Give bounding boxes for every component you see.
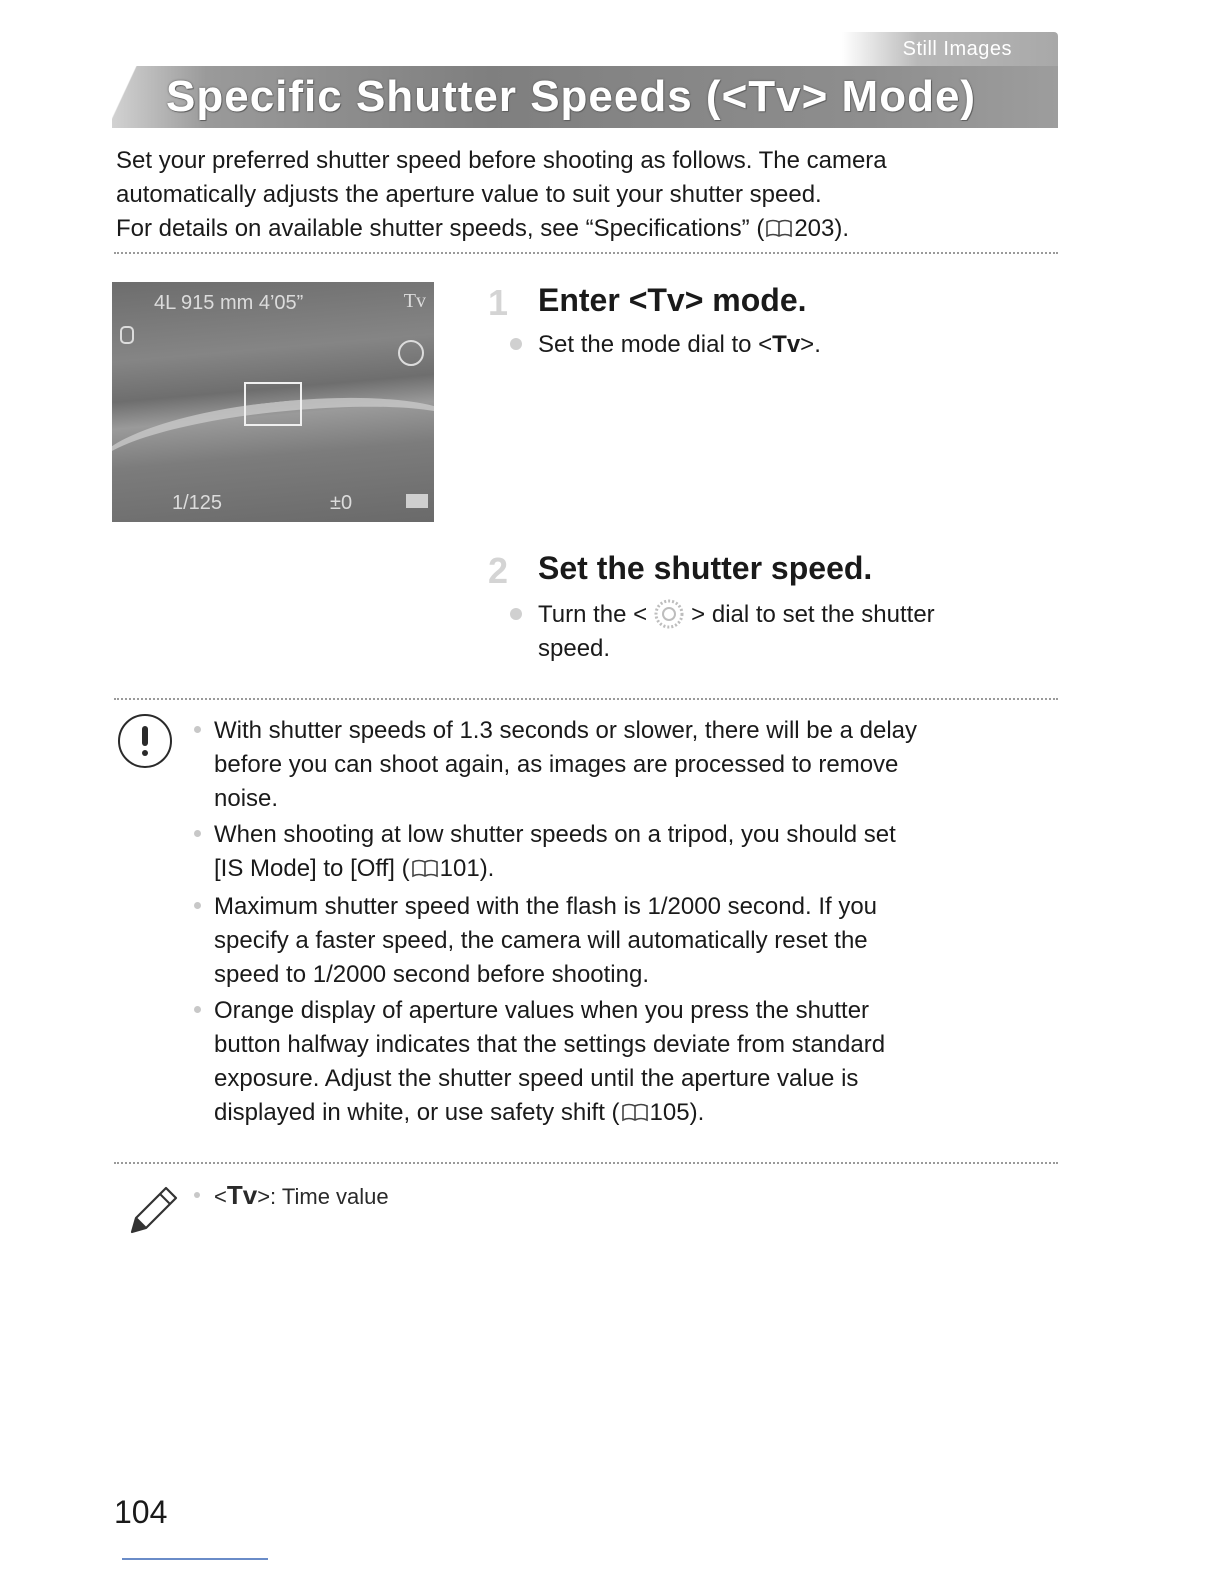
caution-4-line-1: Orange display of aperture values when you press the shutter <box>214 997 870 1024</box>
caution-4-line-3: exposure. Adjust the shutter speed until the aperture value is <box>214 1065 859 1092</box>
step-2-text-prefix: Turn the < <box>538 601 648 628</box>
tv-mode-symbol: Tv <box>772 331 801 358</box>
caution-icon-dot <box>142 750 148 756</box>
tv-mode-symbol: Tv <box>647 282 685 318</box>
caution-1-line-1: With shutter speeds of 1.3 seconds or slower, there will be a delay <box>214 717 918 744</box>
note-suffix: >: Time value <box>257 1184 389 1209</box>
caution-2-line-2 <box>214 852 1054 886</box>
caution-3-line-2: specify a faster speed, the camera will automatically reset the <box>214 927 868 954</box>
step-2-number: 2 <box>488 550 509 591</box>
step-2-title: Set the shutter speed. <box>538 550 873 586</box>
caution-item-1 <box>214 714 1054 816</box>
caution-icon-bar <box>142 726 148 746</box>
caution-4-line-4 <box>214 1096 1054 1130</box>
note-prefix: < <box>214 1184 227 1209</box>
step-2-text-suffix: > dial to set the shutter <box>691 601 935 628</box>
intro-line-3 <box>116 212 1056 246</box>
caution-2-page-ref[interactable]: 101 <box>439 855 480 882</box>
caution-icon <box>118 714 172 768</box>
caution-item-3 <box>214 890 1054 992</box>
steps-divider <box>114 698 1058 700</box>
caution-4-page-ref[interactable]: 105 <box>649 1099 690 1126</box>
caution-3-line-3: speed to 1/2000 second before shooting. <box>214 961 649 988</box>
lcd-exposure-comp: ±0 <box>330 492 353 514</box>
step-1-title <box>538 282 807 319</box>
caution-2-line-1: When shooting at low shutter speeds on a tripod, you should set <box>214 821 896 848</box>
caution-3-line-1: Maximum shutter speed with the flash is 1/2000 second. If you <box>214 893 878 920</box>
pencil-icon <box>124 1180 184 1240</box>
caution-item-2 <box>214 818 1054 886</box>
caution-4-last-suffix: ). <box>689 1099 705 1126</box>
caution-bullet <box>194 902 201 909</box>
camera-lcd-screenshot <box>112 282 434 522</box>
note-text <box>214 1180 389 1211</box>
book-reference-icon <box>765 218 793 238</box>
lcd-shots-remaining: 4L 915 mm 4’05” <box>154 292 304 314</box>
page-title: Specific Shutter Speeds (<Tv> Mode) <box>166 72 977 121</box>
intro-line-2: automatically adjusts the aperture value to suit your shutter speed. <box>116 181 822 208</box>
step-2-text-line-2: speed. <box>538 635 611 662</box>
page-number: 104 <box>114 1494 168 1530</box>
footer-rule <box>122 1558 268 1560</box>
lcd-mic-icon <box>120 326 134 344</box>
lcd-battery-icon <box>406 494 428 508</box>
step-1-bullet <box>510 338 522 350</box>
cautions-divider <box>114 1162 1058 1164</box>
caution-bullet <box>194 830 201 837</box>
caution-bullet <box>194 1006 201 1013</box>
title-banner-slant <box>112 66 146 128</box>
intro-line-1: Set your preferred shutter speed before shooting as follows. The camera <box>116 147 887 174</box>
caution-2-line-2-prefix: [IS Mode] to [Off] ( <box>214 855 410 882</box>
caution-2-line-2-suffix: ). <box>479 855 495 882</box>
step-2-bullet <box>510 608 522 620</box>
intro-line-3-suffix: ). <box>834 215 850 242</box>
intro-line-3-prefix: For details on available shutter speeds, see “Specifications” ( <box>116 215 765 242</box>
step-1-number: 1 <box>488 282 509 323</box>
note-bullet <box>194 1192 200 1198</box>
book-reference-icon <box>621 1102 649 1122</box>
af-frame <box>244 382 302 426</box>
caution-4-line-2: button halfway indicates that the settings deviate from standard <box>214 1031 886 1058</box>
lcd-shutter-value: 1/125 <box>172 492 223 514</box>
intro-divider <box>114 252 1058 254</box>
tv-mode-symbol: Tv <box>226 1180 258 1210</box>
caution-bullet <box>194 726 201 733</box>
step-1-text <box>538 328 821 362</box>
step-2-text <box>538 598 935 632</box>
intro-paragraph <box>116 144 1056 246</box>
step-1-title-suffix: > mode. <box>684 282 807 318</box>
step-1-text-prefix: Set the mode dial to < <box>538 331 773 358</box>
title-banner <box>112 66 1058 128</box>
caution-item-4 <box>214 994 1054 1130</box>
step-1-text-suffix: >. <box>800 331 821 358</box>
control-dial-icon <box>647 599 691 629</box>
lcd-mode-indicator: Tv <box>403 290 426 312</box>
book-reference-icon <box>411 858 439 878</box>
caution-1-line-3: noise. <box>214 785 279 812</box>
caution-4-last-prefix: displayed in white, or use safety shift ( <box>214 1099 620 1126</box>
step-1-title-prefix: Enter < <box>538 282 648 318</box>
intro-page-ref[interactable]: 203 <box>794 215 835 242</box>
caution-1-line-2: before you can shoot again, as images are processed to remove <box>214 751 899 778</box>
section-tag-label: Still Images <box>902 38 1012 60</box>
section-tag <box>842 32 1058 66</box>
lcd-flash-off-icon <box>398 340 424 366</box>
